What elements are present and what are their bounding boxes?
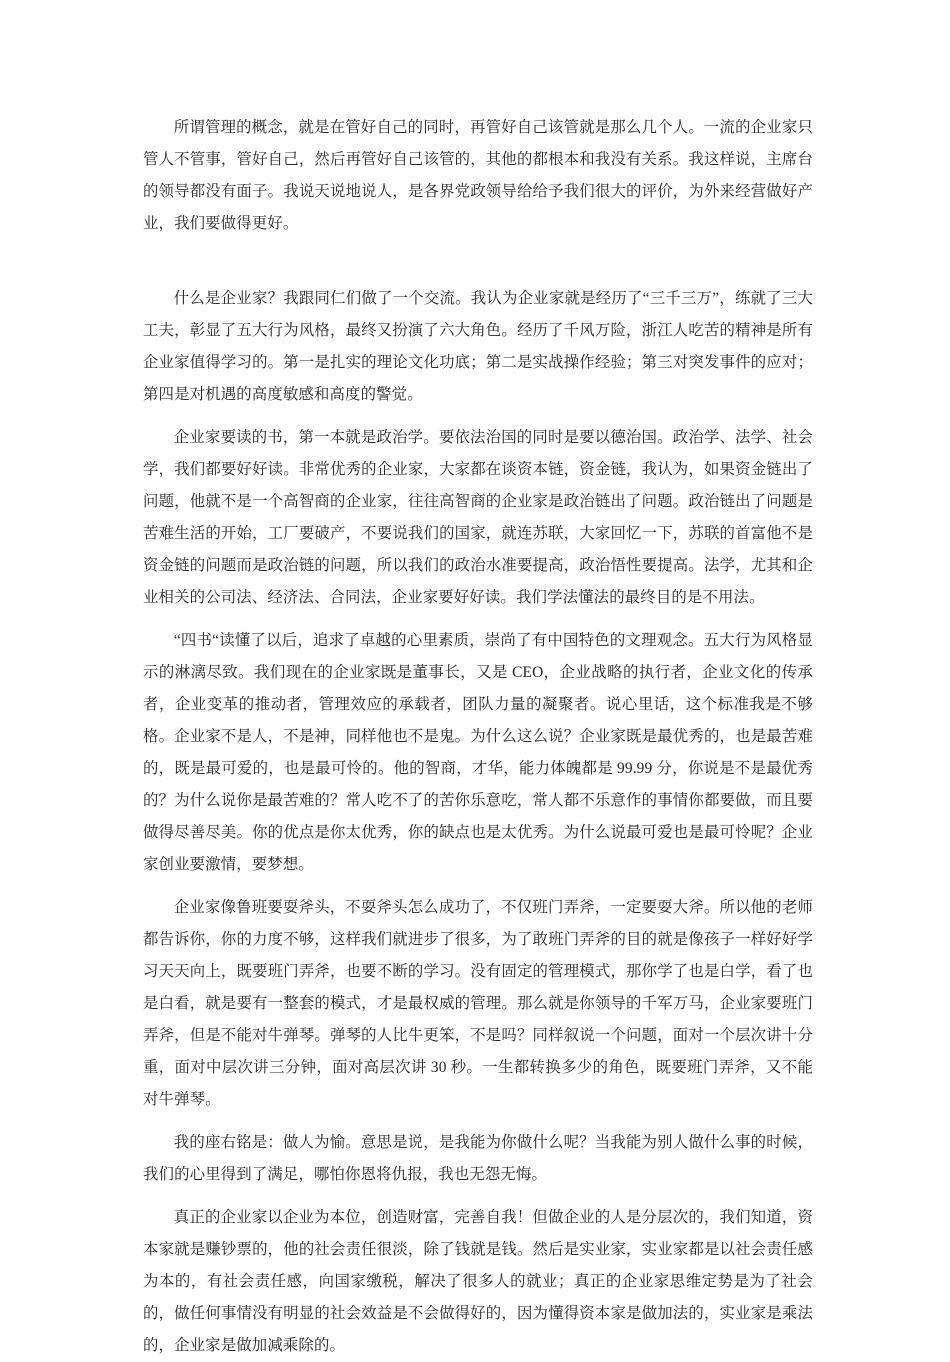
paragraph-4: “四书“读懂了以后，追求了卓越的心里素质，崇尚了有中国特色的文理观念。五大行为风格显示的淋漓尽致。我们现在的企业家既是董事长，又是 CEO，企业战略的执行者，企业文化的传承者，企业变革的推动者，管理效应的承载者，团队力量的凝聚者。说心里话，这个标准我是不够格。企业家不是人，不是神，同样他也不是鬼。为什么这么说？企业家既是最优秀的，也是最苦难的，既是最可爱的，也是最可怜的。他的智商，才华，能力体魄都是 99.99 分，你说是不是最优秀的？为什么说你是最苦难的？常人吃不了的苦你乐意吃，常人都不乐意作的事情你都要做，而且要做得尽善尽美。你的优点是你太优秀，你的缺点也是太优秀。为什么说最可爱也是最可怜呢？企业家创业要激情，要梦想。 (143, 632, 813, 873)
paragraph-3: 企业家要读的书，第一本就是政治学。要依法治国的同时是要以德治国。政治学、法学、社会学，我们都要好好读。非常优秀的企业家，大家都在谈资本链，资金链，我认为，如果资金链出了问题，他就不是一个高智商的企业家，往往高智商的企业家是政治链出了问题。政治链出了问题是苦难生活的开始，工厂要破产，不要说我们的国家，就连苏联，大家回忆一下，苏联的首富他不是资金链的问题而是政治链的问题，所以我们的政治水准要提高，政治悟性要提高。法学，尤其和企业相关的公司法、经济法、合同法，企业家要好好读。我们学法懂法的最终目的是不用法。 (143, 429, 813, 606)
paragraph-1: 所谓管理的概念，就是在管好自己的同时，再管好自己该管就是那么几个人。一流的企业家只管人不管事，管好自己，然后再管好自己该管的，其他的都根本和我没有关系。我这样说，主席台的领导都没有面子。我说天说地说人，是各界党政领导给给予我们很大的评价，为外来经营做好产业，我们要做得更好。 (143, 119, 813, 232)
document-body (143, 112, 813, 1362)
paragraph-7: 真正的企业家以企业为本位，创造财富，完善自我！但做企业的人是分层次的，我们知道，资本家就是赚钞票的，他的社会责任很淡，除了钱就是钱。然后是实业家，实业家都是以社会责任感为本的，有社会责任感，向国家缴税，解决了很多人的就业；真正的企业家思维定势是为了社会的，做任何事情没有明显的社会效益是不会做得好的，因为懂得资本家是做加法的，实业家是乘法的，企业家是做加减乘除的。 (143, 1209, 813, 1354)
paragraph-2: 什么是企业家？我跟同仁们做了一个交流。我认为企业家就是经历了“三千三万”，练就了三大工夫，彰显了五大行为风格，最终又扮演了六大角色。经历了千风万险，浙江人吃苦的精神是所有企业家值得学习的。第一是扎实的理论文化功底；第二是实战操作经验；第三对突发事件的应对；第四是对机遇的高度敏感和高度的警觉。 (143, 290, 813, 403)
paragraph-6: 我的座右铭是：做人为愉。意思是说，是我能为你做什么呢？当我能为别人做什么事的时候，我们的心里得到了满足，哪怕你恩将仇报，我也无怨无悔。 (143, 1134, 813, 1183)
paragraph-5: 企业家像鲁班要耍斧头，不耍斧头怎么成功了，不仅班门弄斧，一定要耍大斧。所以他的老师都告诉你，你的力度不够，这样我们就进步了很多，为了敢班门弄斧的目的就是像孩子一样好好学习天天向上，既要班门弄斧，也要不断的学习。没有固定的管理模式，那你学了也是白学，看了也是白看，就是要有一整套的模式，才是最权威的管理。那么就是你领导的千军万马，企业家要班门弄斧，但是不能对牛弹琴。弹琴的人比牛更笨，不是吗？同样叙说一个问题，面对一个层次讲十分重，面对中层次讲三分钟，面对高层次讲 30 秒。一生都转换多少的角色，既要班门弄斧，又不能对牛弹琴。 (143, 899, 813, 1108)
